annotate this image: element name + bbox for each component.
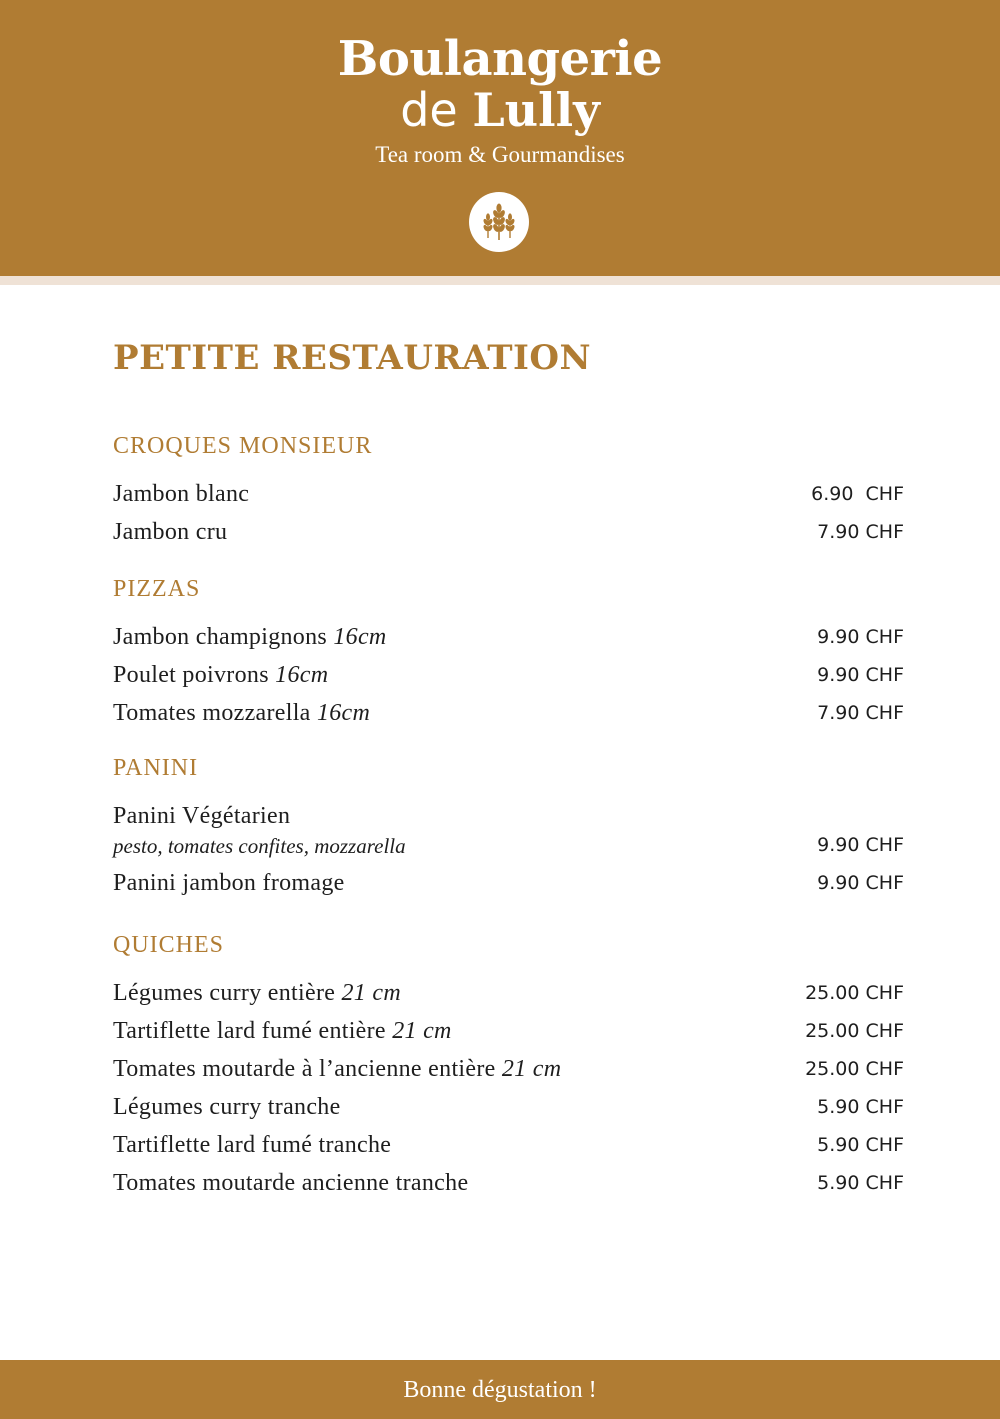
menu-item-price: 7.90 CHF (817, 702, 904, 724)
menu-item-name (113, 978, 401, 1008)
menu-item-price: 9.90 CHF (817, 664, 904, 686)
item-name: Tomates moutarde ancienne tranche (113, 1170, 469, 1196)
footer-text: Bonne dégustation ! (403, 1377, 597, 1403)
menu-item-name (113, 660, 328, 690)
menu-item-name (113, 1168, 468, 1198)
menu-item-name (113, 801, 290, 831)
section-heading-quiches: QUICHES (113, 932, 225, 958)
wheat-icon (469, 192, 529, 252)
header-divider (0, 276, 1000, 285)
item-name: Panini Végétarien (113, 803, 291, 829)
menu-item-name (113, 1016, 452, 1046)
tagline: Tea room & Gourmandises (375, 142, 625, 167)
menu-item-price: 9.90 CHF (817, 834, 904, 856)
header-banner (0, 0, 1000, 276)
menu-item-price: 25.00 CHF (805, 1058, 904, 1080)
section-heading-panini: PANINI (113, 755, 199, 781)
footer-banner (0, 1360, 1000, 1419)
menu-item-name (113, 1054, 561, 1084)
item-name: Jambon cru (113, 519, 228, 545)
brand-de: de (400, 83, 458, 137)
item-size: 21 cm (392, 1018, 452, 1044)
item-name: Panini jambon fromage (113, 870, 345, 896)
menu-item-price: 7.90 CHF (817, 521, 904, 543)
menu-item-price: 5.90 CHF (817, 1134, 904, 1156)
brand-name: Boulangerie (337, 31, 663, 87)
menu-item-name (113, 517, 227, 547)
item-size: 16cm (333, 624, 387, 650)
item-size: 21 cm (341, 980, 401, 1006)
item-size: 16cm (316, 700, 371, 726)
menu-item-price: 25.00 CHF (805, 982, 904, 1004)
menu-item-name (113, 868, 345, 898)
item-name: Légumes curry tranche (113, 1094, 341, 1120)
item-name: Tartiflette lard fumé tranche (113, 1132, 392, 1158)
menu-item-price: 25.00 CHF (805, 1020, 904, 1042)
item-name: Jambon champignons (113, 624, 334, 650)
menu-item-price: 9.90 CHF (817, 626, 904, 648)
menu-item-price: 6.90 CHF (811, 483, 904, 505)
page-title: PETITE RESTAURATION (113, 338, 592, 378)
item-name: Tartiflette lard fumé entière (113, 1018, 393, 1044)
brand-subname (0, 82, 1000, 138)
item-size: 21 cm (501, 1056, 562, 1082)
item-size: 16cm (275, 662, 329, 688)
brand-lully: Lully (472, 83, 600, 137)
item-name: Légumes curry entière (113, 980, 342, 1006)
menu-item-price: 9.90 CHF (817, 872, 904, 894)
menu-item-name (113, 622, 387, 652)
menu-item-name (113, 1092, 341, 1122)
menu-item-price: 5.90 CHF (817, 1172, 904, 1194)
item-name: Jambon blanc (113, 481, 250, 507)
menu-item-name (113, 698, 370, 728)
menu-item-description: pesto, tomates confites, mozzarella (113, 834, 406, 858)
section-heading-pizzas: PIZZAS (113, 576, 201, 602)
item-name: Poulet poivrons (113, 662, 276, 688)
item-name: Tomates mozzarella (113, 700, 317, 726)
item-name: Tomates moutarde à l’ancienne entière (113, 1056, 502, 1082)
section-heading-croques: CROQUES MONSIEUR (113, 433, 373, 459)
menu-item-price: 5.90 CHF (817, 1096, 904, 1118)
menu-item-name (113, 479, 249, 509)
menu-item-name (113, 1130, 391, 1160)
